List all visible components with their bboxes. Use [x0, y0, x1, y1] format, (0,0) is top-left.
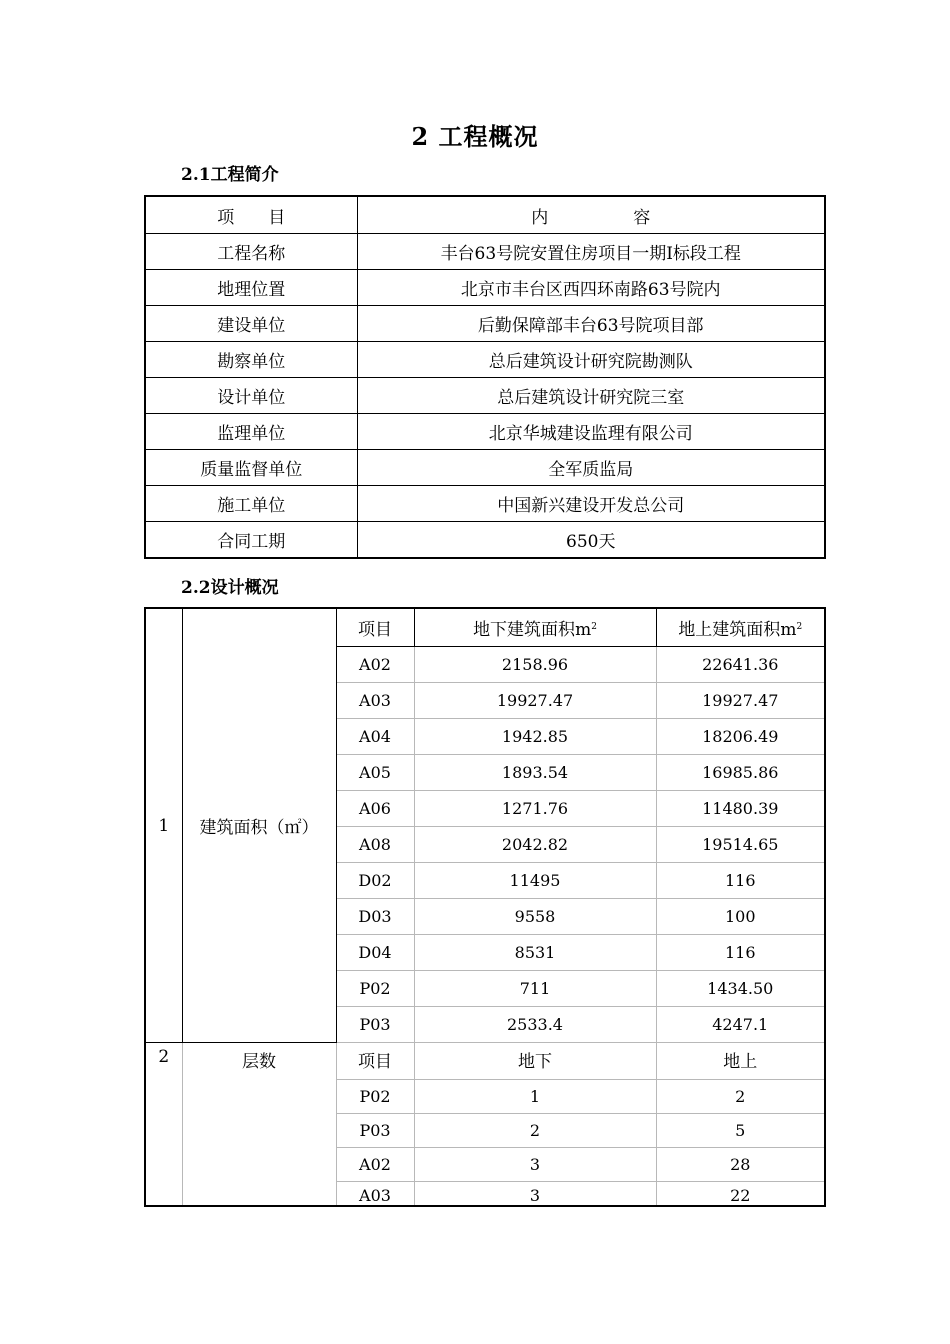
row-under: 3	[414, 1148, 656, 1182]
row-content: 丰台63号院安置住房项目一期Ⅰ标段工程	[357, 234, 825, 270]
row-above: 22641.36	[656, 647, 825, 683]
row-under: 1271.76	[414, 791, 656, 827]
row-under: 9558	[414, 899, 656, 935]
row-id: D04	[336, 935, 414, 971]
table-row	[145, 342, 825, 378]
row-above: 116	[656, 935, 825, 971]
table-header-row	[145, 196, 825, 234]
row-content: 中国新兴建设开发总公司	[357, 486, 825, 522]
project-overview-table	[144, 195, 826, 559]
row-under: 8531	[414, 935, 656, 971]
row-above: 19514.65	[656, 827, 825, 863]
header-underground: 地下	[414, 1043, 656, 1080]
row-above: 11480.39	[656, 791, 825, 827]
row-content: 北京华城建设监理有限公司	[357, 414, 825, 450]
header-item: 项 目	[145, 196, 357, 234]
row-id: P02	[336, 971, 414, 1007]
section-index: 2	[145, 1043, 182, 1207]
page-title: 2 工程概况	[411, 122, 539, 151]
row-item: 地理位置	[145, 270, 357, 306]
section-index: 1	[145, 608, 182, 1043]
row-id: A02	[336, 1148, 414, 1182]
row-above: 19927.47	[656, 683, 825, 719]
row-content: 后勤保障部丰台63号院项目部	[357, 306, 825, 342]
row-id: A02	[336, 647, 414, 683]
table-row	[145, 414, 825, 450]
row-under: 1942.85	[414, 719, 656, 755]
row-above: 100	[656, 899, 825, 935]
header-aboveground-area	[656, 608, 825, 647]
section-label: 层数	[182, 1043, 336, 1207]
unit-label: m	[575, 620, 592, 640]
row-above: 1434.50	[656, 971, 825, 1007]
row-item: 设计单位	[145, 378, 357, 414]
header-aboveground: 地上	[656, 1043, 825, 1080]
row-under: 3	[414, 1182, 656, 1207]
section-label: 建筑面积（㎡）	[182, 608, 336, 1043]
header-content: 内 容	[357, 196, 825, 234]
row-above: 18206.49	[656, 719, 825, 755]
row-item: 工程名称	[145, 234, 357, 270]
table-row	[145, 234, 825, 270]
row-under: 2158.96	[414, 647, 656, 683]
table-row	[145, 306, 825, 342]
row-above: 2	[656, 1080, 825, 1114]
row-under: 2	[414, 1114, 656, 1148]
row-under: 1	[414, 1080, 656, 1114]
row-item: 质量监督单位	[145, 450, 357, 486]
table-row	[145, 270, 825, 306]
row-item: 合同工期	[145, 522, 357, 559]
row-above: 4247.1	[656, 1007, 825, 1043]
row-above: 22	[656, 1182, 825, 1207]
row-id: A05	[336, 755, 414, 791]
row-under: 711	[414, 971, 656, 1007]
area-header-row	[145, 608, 825, 647]
row-id: P03	[336, 1007, 414, 1043]
row-id: A08	[336, 827, 414, 863]
row-content: 650天	[357, 522, 825, 559]
header-text: 地下建筑面积	[473, 620, 576, 640]
row-above: 28	[656, 1148, 825, 1182]
section-heading-intro: 2.1工程简介	[181, 165, 279, 185]
header-underground-area	[414, 608, 656, 647]
row-content: 总后建筑设计研究院勘测队	[357, 342, 825, 378]
header-item: 项目	[336, 608, 414, 647]
row-content: 总后建筑设计研究院三室	[357, 378, 825, 414]
unit-label: m	[780, 620, 797, 640]
row-id: A04	[336, 719, 414, 755]
design-overview-table	[144, 607, 826, 1207]
table-row	[145, 378, 825, 414]
row-id: D02	[336, 863, 414, 899]
row-under: 2533.4	[414, 1007, 656, 1043]
row-under: 19927.47	[414, 683, 656, 719]
floors-header-row	[145, 1043, 825, 1080]
unit-superscript: 2	[591, 622, 597, 632]
table-row	[145, 522, 825, 559]
row-id: A06	[336, 791, 414, 827]
header-item: 项目	[336, 1043, 414, 1080]
row-content: 北京市丰台区西四环南路63号院内	[357, 270, 825, 306]
row-id: A03	[336, 683, 414, 719]
table-row	[145, 486, 825, 522]
row-under: 11495	[414, 863, 656, 899]
unit-superscript: 2	[796, 622, 803, 632]
section-heading-design: 2.2设计概况	[181, 578, 279, 598]
row-item: 施工单位	[145, 486, 357, 522]
row-content: 全军质监局	[357, 450, 825, 486]
table-row	[145, 450, 825, 486]
row-id: D03	[336, 899, 414, 935]
header-text: 地上建筑面积	[678, 620, 781, 640]
row-above: 5	[656, 1114, 825, 1148]
row-above: 116	[656, 863, 825, 899]
row-item: 勘察单位	[145, 342, 357, 378]
row-id: A03	[336, 1182, 414, 1207]
row-id: P02	[336, 1080, 414, 1114]
row-under: 2042.82	[414, 827, 656, 863]
row-above: 16985.86	[656, 755, 825, 791]
row-id: P03	[336, 1114, 414, 1148]
row-item: 建设单位	[145, 306, 357, 342]
row-item: 监理单位	[145, 414, 357, 450]
row-under: 1893.54	[414, 755, 656, 791]
